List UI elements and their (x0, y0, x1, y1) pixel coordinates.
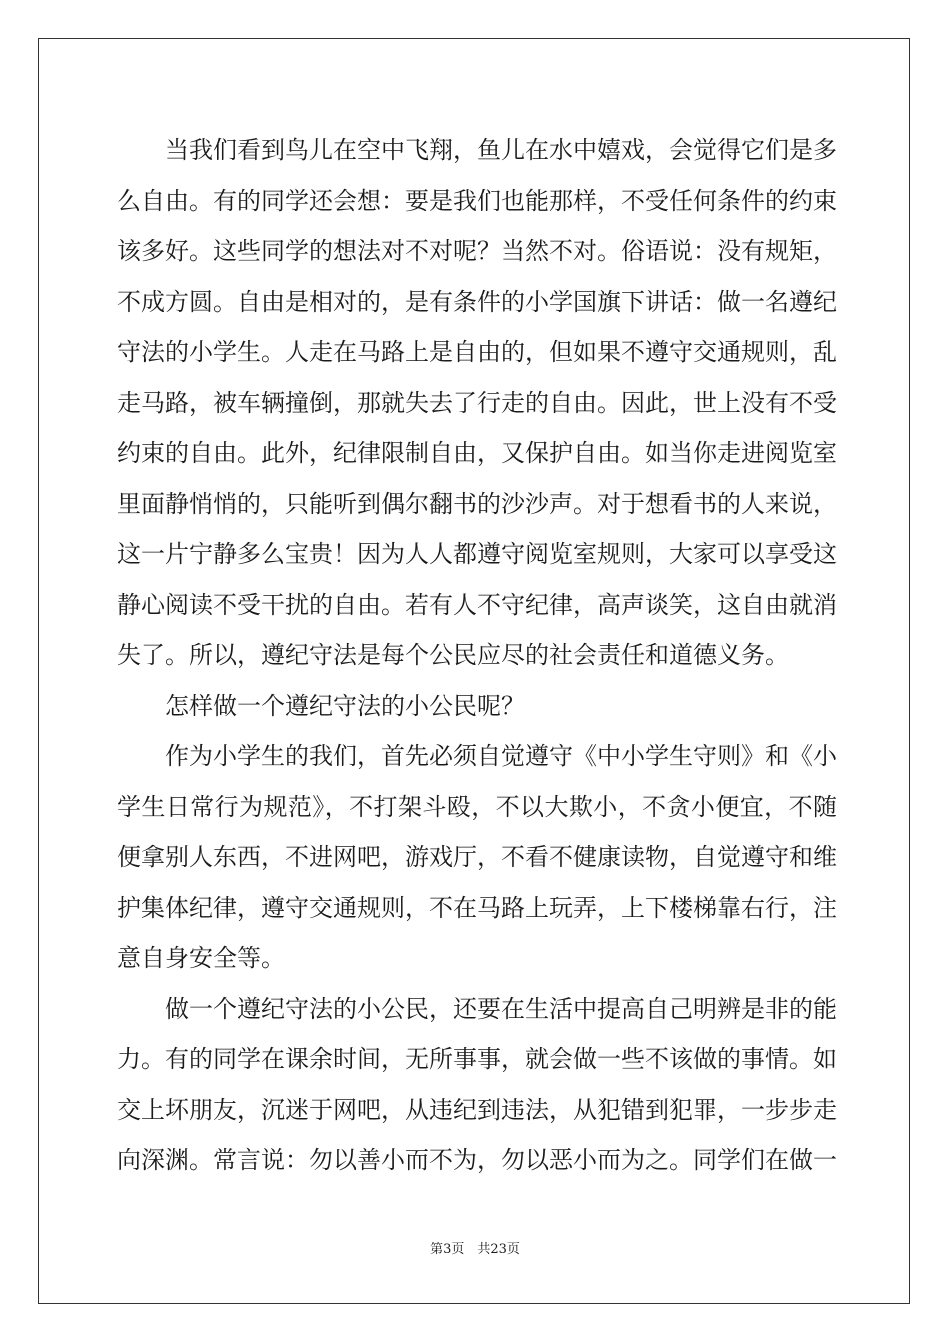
text-line: 约束的自由。此外，纪律限制自由，又保护自由。如当你走进阅览室 (117, 439, 837, 467)
text-line: 静心阅读不受干扰的自由。若有人不守纪律，高声谈笑，这自由就消 (117, 590, 837, 619)
paragraph-end-line: 失了。所以，遵纪守法是每个公民应尽的社会责任和道德义务。 (117, 641, 789, 669)
text-line: 便拿别人东西，不进网吧，游戏厅，不看不健康读物，自觉遵守和维 (117, 843, 837, 871)
paragraph-end-line: 意自身安全等。 (117, 944, 285, 972)
paragraph-heading-line: 怎样做一个遵纪守法的小公民呢？ (117, 691, 525, 720)
text-line: 做一个遵纪守法的小公民，还要在生活中提高自己明辨是非的能 (117, 994, 837, 1023)
text-line: 不成方圆。自由是相对的，是有条件的小学国旗下讲话：做一名遵纪 (117, 287, 837, 316)
text-line: 走马路，被车辆撞倒，那就失去了行走的自由。因此，世上没有不受 (117, 388, 837, 417)
page-footer: 第3页 共23页 (430, 1242, 520, 1257)
text-line: 作为小学生的我们，首先必须自觉遵守《中小学生守则》和《小 (117, 742, 837, 770)
text-line: 么自由。有的同学还会想：要是我们也能那样，不受任何条件的约束 (117, 186, 837, 215)
text-line: 该多好。这些同学的想法对不对呢？当然不对。俗语说：没有规矩， (117, 237, 837, 265)
text-line: 守法的小学生。人走在马路上是自由的，但如果不遵守交通规则，乱 (117, 338, 837, 366)
document-body (117, 125, 837, 1186)
text-line: 当我们看到鸟儿在空中飞翔，鱼儿在水中嬉戏，会觉得它们是多 (117, 136, 837, 164)
text-line: 交上坏朋友，沉迷于网吧，从违纪到违法，从犯错到犯罪，一步步走 (117, 1095, 837, 1124)
text-line: 护集体纪律，遵守交通规则，不在马路上玩弄，上下楼梯靠右行，注 (117, 893, 837, 922)
text-line: 学生日常行为规范》，不打架斗殴，不以大欺小，不贪小便宜，不随 (117, 792, 837, 821)
text-line: 这一片宁静多么宝贵！因为人人都遵守阅览室规则，大家可以享受这 (117, 540, 837, 568)
text-line: 力。有的同学在课余时间，无所事事，就会做一些不该做的事情。如 (117, 1045, 837, 1073)
text-line: 里面静悄悄的，只能听到偶尔翻书的沙沙声。对于想看书的人来说， (117, 489, 837, 518)
text-line: 向深渊。常言说：勿以善小而不为，勿以恶小而为之。同学们在做一 (117, 1146, 837, 1174)
